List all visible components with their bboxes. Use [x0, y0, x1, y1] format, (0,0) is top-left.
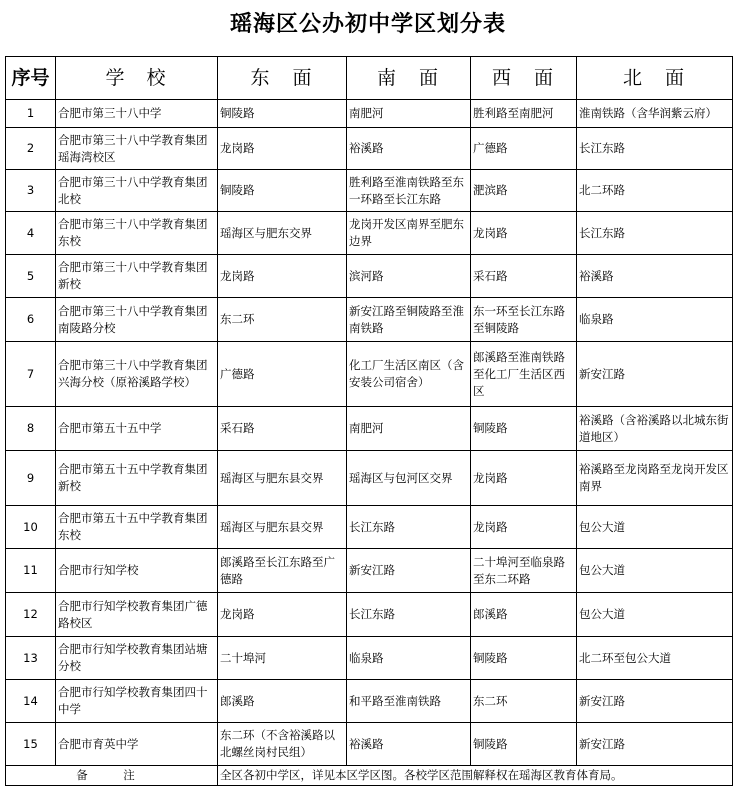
row-east: 郎溪路	[218, 680, 347, 723]
table-row	[6, 451, 733, 506]
row-north: 包公大道	[577, 506, 733, 549]
row-east: 东二环	[218, 298, 347, 342]
row-south: 长江东路	[347, 593, 471, 637]
row-num: 6	[6, 298, 56, 342]
row-north: 北二环路	[577, 170, 733, 212]
row-school: 合肥市第五十五中学教育集团新校	[56, 451, 218, 506]
header-west: 西 面	[471, 57, 577, 100]
row-east: 铜陵路	[218, 100, 347, 128]
row-num: 11	[6, 549, 56, 593]
row-south: 临泉路	[347, 637, 471, 680]
header-east: 东 面	[218, 57, 347, 100]
table-row	[6, 212, 733, 255]
row-num: 7	[6, 342, 56, 407]
header-row	[6, 57, 733, 100]
row-num: 14	[6, 680, 56, 723]
row-south: 新安江路	[347, 549, 471, 593]
row-num: 12	[6, 593, 56, 637]
row-south: 滨河路	[347, 255, 471, 298]
table-row	[6, 407, 733, 451]
row-south: 化工厂生活区南区（含安装公司宿舍）	[347, 342, 471, 407]
row-east: 瑶海区与肥东交界	[218, 212, 347, 255]
district-table	[5, 56, 733, 786]
header-south: 南 面	[347, 57, 471, 100]
row-south: 南肥河	[347, 100, 471, 128]
row-north: 新安江路	[577, 342, 733, 407]
row-school: 合肥市育英中学	[56, 723, 218, 766]
note-row	[6, 766, 733, 786]
row-east: 东二环（不含裕溪路以北螺丝岗村民组）	[218, 723, 347, 766]
row-school: 合肥市第三十八中学教育集团兴海分校（原裕溪路学校）	[56, 342, 218, 407]
row-west: 广德路	[471, 128, 577, 170]
row-school: 合肥市第五十五中学教育集团东校	[56, 506, 218, 549]
row-west: 东一环至长江东路至铜陵路	[471, 298, 577, 342]
row-east: 瑶海区与肥东县交界	[218, 506, 347, 549]
row-east: 广德路	[218, 342, 347, 407]
table-row	[6, 549, 733, 593]
table-row	[6, 100, 733, 128]
row-west: 东二环	[471, 680, 577, 723]
row-east: 郎溪路至长江东路至广德路	[218, 549, 347, 593]
table-row	[6, 298, 733, 342]
row-north: 裕溪路至龙岗路至龙岗开发区南界	[577, 451, 733, 506]
table-row	[6, 680, 733, 723]
row-num: 4	[6, 212, 56, 255]
table-row	[6, 506, 733, 549]
row-east: 龙岗路	[218, 593, 347, 637]
table-row	[6, 255, 733, 298]
row-school: 合肥市第三十八中学教育集团东校	[56, 212, 218, 255]
header-num: 序号	[6, 57, 56, 100]
row-west: 淝滨路	[471, 170, 577, 212]
table-body	[6, 100, 733, 766]
row-west: 郎溪路至淮南铁路至化工厂生活区西区	[471, 342, 577, 407]
row-num: 8	[6, 407, 56, 451]
row-west: 龙岗路	[471, 451, 577, 506]
row-east: 二十埠河	[218, 637, 347, 680]
row-north: 长江东路	[577, 128, 733, 170]
row-school: 合肥市第三十八中学教育集团北校	[56, 170, 218, 212]
row-school: 合肥市行知学校教育集团四十中学	[56, 680, 218, 723]
row-west: 采石路	[471, 255, 577, 298]
row-east: 铜陵路	[218, 170, 347, 212]
row-south: 裕溪路	[347, 723, 471, 766]
header-school: 学校	[56, 57, 218, 100]
row-school: 合肥市第三十八中学	[56, 100, 218, 128]
row-east: 瑶海区与肥东县交界	[218, 451, 347, 506]
row-west: 铜陵路	[471, 723, 577, 766]
header-north: 北 面	[577, 57, 733, 100]
row-school: 合肥市第三十八中学教育集团南陵路分校	[56, 298, 218, 342]
note-label: 备 注	[6, 766, 218, 786]
table-row	[6, 170, 733, 212]
row-school: 合肥市行知学校教育集团广德路校区	[56, 593, 218, 637]
row-south: 裕溪路	[347, 128, 471, 170]
row-north: 裕溪路	[577, 255, 733, 298]
row-north: 新安江路	[577, 680, 733, 723]
table-row	[6, 128, 733, 170]
row-north: 包公大道	[577, 593, 733, 637]
row-north: 长江东路	[577, 212, 733, 255]
row-num: 13	[6, 637, 56, 680]
row-north: 临泉路	[577, 298, 733, 342]
row-south: 新安江路至铜陵路至淮南铁路	[347, 298, 471, 342]
row-num: 9	[6, 451, 56, 506]
row-north: 包公大道	[577, 549, 733, 593]
page-title: 瑶海区公办初中学区划分表	[229, 11, 506, 37]
row-south: 瑶海区与包河区交界	[347, 451, 471, 506]
row-school: 合肥市第五十五中学	[56, 407, 218, 451]
row-num: 2	[6, 128, 56, 170]
row-num: 3	[6, 170, 56, 212]
row-west: 龙岗路	[471, 506, 577, 549]
row-school: 合肥市行知学校教育集团站塘分校	[56, 637, 218, 680]
row-south: 龙岗开发区南界至肥东边界	[347, 212, 471, 255]
row-north: 淮南铁路（含华润紫云府）	[577, 100, 733, 128]
table-row	[6, 723, 733, 766]
table-row	[6, 342, 733, 407]
row-east: 龙岗路	[218, 255, 347, 298]
row-school: 合肥市行知学校	[56, 549, 218, 593]
row-school: 合肥市第三十八中学教育集团新校	[56, 255, 218, 298]
row-num: 1	[6, 100, 56, 128]
row-west: 胜利路至南肥河	[471, 100, 577, 128]
row-south: 南肥河	[347, 407, 471, 451]
row-num: 15	[6, 723, 56, 766]
row-west: 龙岗路	[471, 212, 577, 255]
row-east: 龙岗路	[218, 128, 347, 170]
row-west: 二十埠河至临泉路至东二环路	[471, 549, 577, 593]
row-south: 胜利路至淮南铁路至东一环路至长江东路	[347, 170, 471, 212]
row-west: 郎溪路	[471, 593, 577, 637]
row-east: 采石路	[218, 407, 347, 451]
row-school: 合肥市第三十八中学教育集团瑶海湾校区	[56, 128, 218, 170]
row-num: 10	[6, 506, 56, 549]
row-south: 和平路至淮南铁路	[347, 680, 471, 723]
row-north: 新安江路	[577, 723, 733, 766]
table-row	[6, 593, 733, 637]
row-west: 铜陵路	[471, 637, 577, 680]
table-row	[6, 637, 733, 680]
row-west: 铜陵路	[471, 407, 577, 451]
row-num: 5	[6, 255, 56, 298]
row-south: 长江东路	[347, 506, 471, 549]
row-north: 裕溪路（含裕溪路以北城东街道地区）	[577, 407, 733, 451]
note-text: 全区各初中学区，详见本区学区图。各校学区范围解释权在瑶海区教育体育局。	[218, 766, 733, 786]
row-north: 北二环至包公大道	[577, 637, 733, 680]
